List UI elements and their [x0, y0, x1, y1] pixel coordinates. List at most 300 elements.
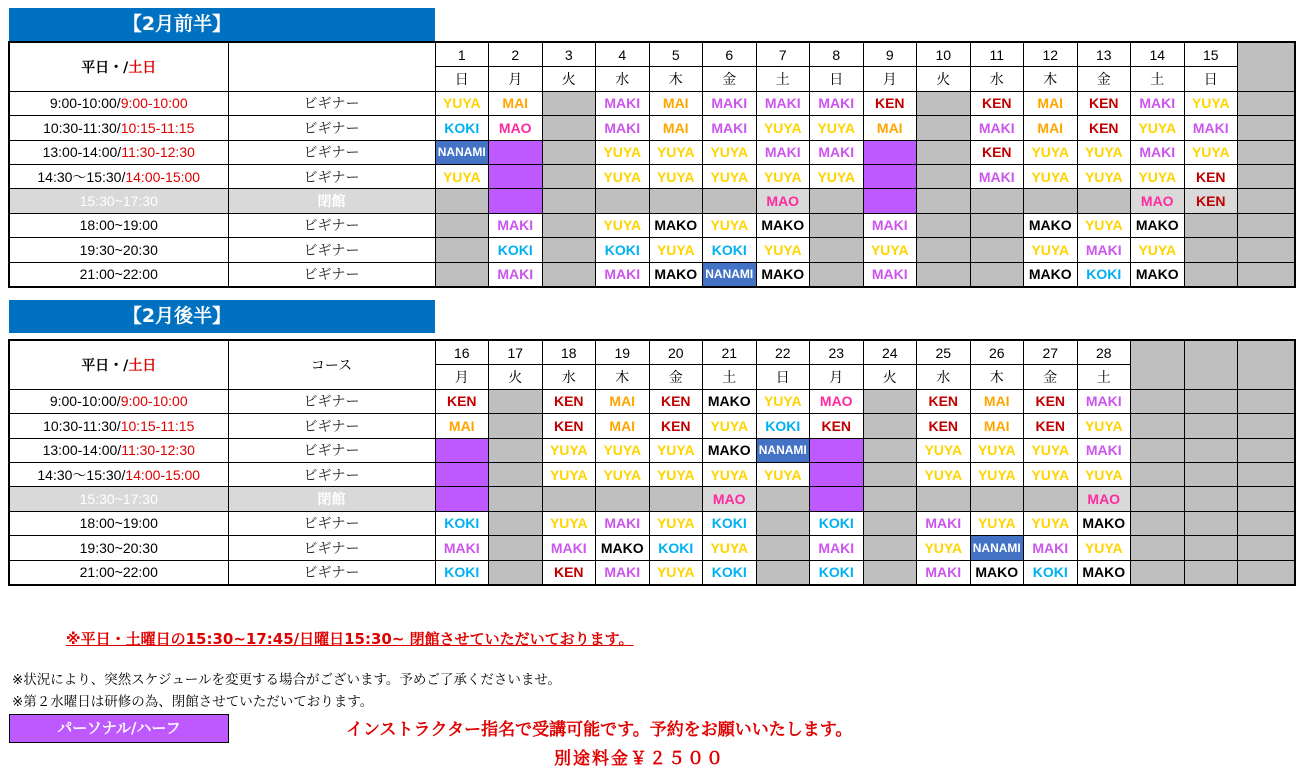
instructor-slot[interactable]: YUYA	[970, 511, 1024, 535]
instructor-slot[interactable]: KOKI	[489, 238, 543, 262]
personal-half-cell[interactable]	[863, 189, 917, 213]
blank-day-cell	[1131, 340, 1185, 389]
weekday-time: 13:00-14:00/	[42, 144, 122, 161]
weekday-name: 火	[863, 365, 917, 389]
instructor-slot[interactable]: KEN	[970, 140, 1024, 164]
instructor-slot[interactable]: MAO	[703, 487, 757, 511]
unavailable-cell	[435, 189, 489, 213]
instructor-slot[interactable]: YUYA	[649, 140, 703, 164]
unavailable-cell	[1184, 262, 1238, 287]
personal-half-cell[interactable]	[489, 164, 543, 188]
instructor-slot[interactable]: YUYA	[1077, 414, 1131, 438]
day-number: 26	[970, 340, 1024, 365]
instructor-slot[interactable]: YUYA	[649, 462, 703, 486]
time-slot-row	[9, 238, 1295, 262]
instructor-slot[interactable]: MAKI	[756, 91, 810, 115]
instructor-slot[interactable]: MAO	[489, 116, 543, 140]
instructor-slot[interactable]: MAKI	[596, 116, 650, 140]
instructor-slot[interactable]: YUYA	[649, 560, 703, 585]
instructor-slot[interactable]: YUYA	[917, 536, 971, 560]
instructor-slot[interactable]: MAO	[1077, 487, 1131, 511]
time-slot-label	[9, 560, 228, 585]
instructor-slot[interactable]: KOKI	[1024, 560, 1078, 585]
instructor-slot[interactable]: YUYA	[1077, 536, 1131, 560]
instructor-slot[interactable]: MAKI	[542, 536, 596, 560]
day-number: 1	[435, 42, 489, 67]
course-name: ビギナー	[228, 438, 435, 462]
instructor-slot[interactable]: YUYA	[542, 438, 596, 462]
instructor-slot[interactable]: KEN	[1024, 389, 1078, 413]
instructor-slot[interactable]: KOKI	[649, 536, 703, 560]
instructor-slot[interactable]: MAKO	[649, 262, 703, 287]
instructor-slot[interactable]: YUYA	[703, 140, 757, 164]
instructor-slot[interactable]: KOKI	[810, 511, 864, 535]
instructor-slot[interactable]: YUYA	[810, 164, 864, 188]
course-name: ビギナー	[228, 414, 435, 438]
unavailable-cell	[863, 462, 917, 486]
instructor-slot[interactable]: KEN	[917, 389, 971, 413]
instructor-slot[interactable]: KEN	[810, 414, 864, 438]
day-number: 20	[649, 340, 703, 365]
instructor-slot[interactable]: MAI	[863, 116, 917, 140]
weekday-time: 13:00-14:00/	[42, 442, 122, 459]
instructor-slot[interactable]: YUYA	[1184, 140, 1238, 164]
instructor-slot[interactable]: KEN	[1184, 189, 1238, 213]
time-slot-row	[9, 140, 1295, 164]
instructor-slot[interactable]: MAKI	[1077, 238, 1131, 262]
course-name: 閉館	[228, 487, 435, 511]
instructor-slot[interactable]: YUYA	[1024, 462, 1078, 486]
instructor-slot[interactable]: MAKO	[1024, 213, 1078, 237]
instructor-slot[interactable]: MAKI	[1131, 140, 1185, 164]
unavailable-cell	[1238, 189, 1295, 213]
time-slot-row	[9, 164, 1295, 188]
day-number: 15	[1184, 42, 1238, 67]
instructor-slot[interactable]: MAKI	[756, 140, 810, 164]
instructor-slot[interactable]: MAKO	[649, 213, 703, 237]
instructor-slot[interactable]: KEN	[649, 414, 703, 438]
instructor-slot[interactable]: YUYA	[970, 438, 1024, 462]
instructor-slot[interactable]: MAKO	[1131, 213, 1185, 237]
instructor-slot[interactable]: KOKI	[1077, 262, 1131, 287]
second-half-schedule-table	[8, 339, 1296, 586]
instructor-slot[interactable]: MAKO	[703, 438, 757, 462]
instructor-slot[interactable]: KOKI	[703, 560, 757, 585]
time-slot-label	[9, 389, 228, 413]
instructor-slot[interactable]: KEN	[1077, 116, 1131, 140]
unavailable-cell	[917, 164, 971, 188]
instructor-slot[interactable]: KOKI	[756, 414, 810, 438]
time-slot-label	[9, 487, 228, 511]
weekday-name: 金	[1024, 365, 1078, 389]
unavailable-cell	[863, 487, 917, 511]
instructor-slot[interactable]: MAKO	[596, 536, 650, 560]
instructor-slot[interactable]: YUYA	[435, 164, 489, 188]
unavailable-cell	[1184, 213, 1238, 237]
instructor-slot[interactable]: MAI	[970, 389, 1024, 413]
day-number: 14	[1131, 42, 1185, 67]
course-name: 閉館	[228, 189, 435, 213]
course-name: ビギナー	[228, 560, 435, 585]
instructor-slot[interactable]: KOKI	[435, 116, 489, 140]
instructor-slot[interactable]: MAKI	[596, 560, 650, 585]
instructor-slot[interactable]: MAKI	[489, 262, 543, 287]
instructor-slot[interactable]: KEN	[917, 414, 971, 438]
instructor-slot[interactable]: MAKI	[970, 164, 1024, 188]
unavailable-cell	[756, 560, 810, 585]
weekday-time: 18:00~19:00	[79, 515, 158, 532]
instructor-slot[interactable]: YUYA	[649, 511, 703, 535]
extra-fee: 別途料金￥２５００	[554, 749, 725, 769]
instructor-slot[interactable]: MAI	[596, 389, 650, 413]
instructor-slot[interactable]: MAKI	[1077, 389, 1131, 413]
unavailable-cell	[596, 189, 650, 213]
unavailable-cell	[917, 189, 971, 213]
unavailable-cell	[917, 262, 971, 287]
instructor-slot[interactable]: MAI	[1024, 91, 1078, 115]
instructor-slot[interactable]: YUYA	[970, 462, 1024, 486]
instructor-slot[interactable]: YUYA	[703, 536, 757, 560]
weekday-name: 木	[649, 67, 703, 91]
weekday-name: 火	[542, 67, 596, 91]
instructor-slot[interactable]: YUYA	[649, 438, 703, 462]
unavailable-cell	[489, 560, 543, 585]
unavailable-cell	[756, 511, 810, 535]
instructor-slot[interactable]: MAKI	[917, 511, 971, 535]
instructor-slot[interactable]: YUYA	[596, 164, 650, 188]
weekday-time: 14:30～15:30/	[37, 466, 126, 483]
instructor-slot[interactable]: MAKO	[1077, 511, 1131, 535]
instructor-slot[interactable]: YUYA	[703, 414, 757, 438]
unavailable-cell	[863, 536, 917, 560]
time-slot-label	[9, 414, 228, 438]
course-name: ビギナー	[228, 213, 435, 237]
personal-half-cell[interactable]	[863, 164, 917, 188]
unavailable-cell	[1238, 511, 1295, 535]
unavailable-cell	[1184, 511, 1238, 535]
instructor-slot[interactable]: YUYA	[756, 389, 810, 413]
day-number: 6	[703, 42, 757, 67]
unavailable-cell	[596, 487, 650, 511]
instructor-slot[interactable]: YUYA	[1024, 164, 1078, 188]
instructor-slot[interactable]: YUYA	[1024, 140, 1078, 164]
weekday-time: 18:00~19:00	[79, 217, 158, 234]
time-slot-label	[9, 116, 228, 140]
unavailable-cell	[1131, 536, 1185, 560]
personal-half-legend: パーソナル/ハーフ	[9, 714, 229, 743]
time-slot-row	[9, 414, 1295, 438]
unavailable-cell	[435, 213, 489, 237]
instructor-slot[interactable]: YUYA	[703, 164, 757, 188]
instructor-slot[interactable]: YUYA	[649, 238, 703, 262]
instructor-slot[interactable]: YUYA	[756, 164, 810, 188]
instructor-slot[interactable]: YUYA	[1184, 91, 1238, 115]
instructor-slot[interactable]: MAKI	[810, 91, 864, 115]
instructor-slot[interactable]: KOKI	[703, 511, 757, 535]
weekday-time: 15:30~17:30	[79, 491, 158, 508]
unavailable-cell	[1238, 414, 1295, 438]
time-slot-row	[9, 213, 1295, 237]
course-name: ビギナー	[228, 238, 435, 262]
unavailable-cell	[1024, 189, 1078, 213]
unavailable-cell	[810, 238, 864, 262]
unavailable-cell	[1077, 189, 1131, 213]
instructor-slot[interactable]: MAI	[489, 91, 543, 115]
instructor-slot[interactable]: NANAMI	[703, 262, 757, 287]
instructor-slot[interactable]: MAKI	[810, 140, 864, 164]
instructor-slot[interactable]: MAO	[810, 389, 864, 413]
personal-half-cell[interactable]	[863, 140, 917, 164]
instructor-slot[interactable]: YUYA	[1024, 438, 1078, 462]
weekday-name: 土	[1077, 365, 1131, 389]
training-closed-note: ※第２水曜日は研修の為、閉館させていただいております。	[12, 694, 374, 710]
instructor-slot[interactable]: MAKO	[1024, 262, 1078, 287]
instructor-slot[interactable]: MAKI	[435, 536, 489, 560]
time-slot-label	[9, 536, 228, 560]
unavailable-cell	[489, 511, 543, 535]
instructor-slot[interactable]: YUYA	[649, 164, 703, 188]
instructor-slot[interactable]: YUYA	[756, 116, 810, 140]
instructor-slot[interactable]: YUYA	[596, 438, 650, 462]
personal-half-cell[interactable]	[810, 462, 864, 486]
instructor-slot[interactable]: YUYA	[1024, 511, 1078, 535]
instructor-slot[interactable]: KEN	[542, 389, 596, 413]
unavailable-cell	[970, 262, 1024, 287]
instructor-slot[interactable]: MAKO	[756, 262, 810, 287]
day-number: 22	[756, 340, 810, 365]
instructor-slot[interactable]: YUYA	[1024, 238, 1078, 262]
instructor-slot[interactable]: YUYA	[596, 140, 650, 164]
unavailable-cell	[970, 189, 1024, 213]
instructor-slot[interactable]: KEN	[542, 414, 596, 438]
weekday-time: 21:00~22:00	[79, 564, 158, 581]
unavailable-cell	[489, 438, 543, 462]
instructor-slot[interactable]: KEN	[970, 91, 1024, 115]
weekday-name: 月	[810, 365, 864, 389]
unavailable-cell	[970, 487, 1024, 511]
instructor-slot[interactable]: MAKI	[810, 536, 864, 560]
instructor-slot[interactable]: YUYA	[756, 238, 810, 262]
personal-half-cell[interactable]	[435, 438, 489, 462]
weekend-time: 14:00-15:00	[125, 168, 201, 185]
weekend-time: 10:15-11:15	[120, 119, 195, 136]
unavailable-cell	[1184, 438, 1238, 462]
instructor-slot[interactable]: MAI	[649, 116, 703, 140]
unavailable-cell	[1131, 560, 1185, 585]
instructor-slot[interactable]: KEN	[1184, 164, 1238, 188]
instructor-slot[interactable]: YUYA	[596, 462, 650, 486]
instructor-slot[interactable]: MAKI	[596, 262, 650, 287]
first-half-title: 【2月前半】	[9, 8, 435, 41]
weekday-time: 15:30~17:30	[79, 193, 158, 210]
weekday-name: 土	[756, 67, 810, 91]
header-row-day-numbers	[9, 340, 1295, 365]
instructor-slot[interactable]: KEN	[649, 389, 703, 413]
personal-half-cell[interactable]	[810, 438, 864, 462]
time-slot-label	[9, 462, 228, 486]
unavailable-cell	[1024, 487, 1078, 511]
instructor-slot[interactable]: MAI	[1024, 116, 1078, 140]
unavailable-cell	[542, 238, 596, 262]
weekday-name: 土	[1131, 67, 1185, 91]
unavailable-cell	[649, 487, 703, 511]
instructor-slot[interactable]: YUYA	[810, 116, 864, 140]
instructor-slot[interactable]: MAKI	[703, 91, 757, 115]
instructor-slot[interactable]: KEN	[1024, 414, 1078, 438]
weekday-name: 月	[863, 67, 917, 91]
unavailable-cell	[1184, 389, 1238, 413]
instructor-slot[interactable]: MAI	[596, 414, 650, 438]
instructor-slot[interactable]: MAKI	[489, 213, 543, 237]
course-name: ビギナー	[228, 536, 435, 560]
personal-half-cell[interactable]	[810, 487, 864, 511]
weekday-name: 水	[917, 365, 971, 389]
instructor-slot[interactable]: YUYA	[1077, 462, 1131, 486]
time-slot-label	[9, 189, 228, 213]
instructor-slot[interactable]: MAKI	[970, 116, 1024, 140]
course-column-header: コース	[228, 340, 435, 389]
day-number: 18	[542, 340, 596, 365]
weekday-name: 木	[970, 365, 1024, 389]
weekday-label: 平日・/	[81, 357, 129, 374]
course-name: ビギナー	[228, 511, 435, 535]
instructor-slot[interactable]: YUYA	[917, 462, 971, 486]
instructor-slot[interactable]: YUYA	[542, 462, 596, 486]
unavailable-cell	[863, 560, 917, 585]
weekday-name: 水	[596, 67, 650, 91]
instructor-slot[interactable]: YUYA	[1077, 213, 1131, 237]
day-number: 10	[917, 42, 971, 67]
unavailable-cell	[810, 213, 864, 237]
day-number: 25	[917, 340, 971, 365]
instructor-slot[interactable]: MAKO	[756, 213, 810, 237]
instructor-slot[interactable]: MAKI	[1024, 536, 1078, 560]
unavailable-cell	[703, 189, 757, 213]
day-number: 24	[863, 340, 917, 365]
personal-half-cell[interactable]	[435, 487, 489, 511]
time-slot-label	[9, 91, 228, 115]
instructor-slot[interactable]: KEN	[1077, 91, 1131, 115]
weekday-time: 19:30~20:30	[79, 539, 158, 556]
instructor-slot[interactable]: YUYA	[703, 462, 757, 486]
instructor-slot[interactable]: YUYA	[756, 462, 810, 486]
weekend-time: 10:15-11:15	[120, 417, 195, 434]
time-slot-label	[9, 511, 228, 535]
blank-day-cell	[1238, 340, 1295, 389]
instructor-slot[interactable]: MAKI	[1184, 116, 1238, 140]
day-number: 2	[489, 42, 543, 67]
day-number: 3	[542, 42, 596, 67]
instructor-slot[interactable]: MAI	[435, 414, 489, 438]
blank-day-cell	[1238, 42, 1295, 91]
weekday-name: 火	[917, 67, 971, 91]
unavailable-cell	[917, 238, 971, 262]
unavailable-cell	[1131, 462, 1185, 486]
weekday-name: 木	[596, 365, 650, 389]
instructor-slot[interactable]: MAKI	[596, 91, 650, 115]
time-slot-label	[9, 140, 228, 164]
instructor-slot[interactable]: YUYA	[1077, 140, 1131, 164]
instructor-slot[interactable]: MAKI	[1077, 438, 1131, 462]
instructor-slot[interactable]: MAKI	[703, 116, 757, 140]
unavailable-cell	[1184, 560, 1238, 585]
time-slot-label	[9, 262, 228, 287]
time-slot-row	[9, 487, 1295, 511]
unavailable-cell	[542, 116, 596, 140]
instructor-slot[interactable]: YUYA	[435, 91, 489, 115]
instructor-slot[interactable]: MAO	[756, 189, 810, 213]
instructor-slot[interactable]: MAKO	[703, 389, 757, 413]
instructor-slot[interactable]: YUYA	[1131, 164, 1185, 188]
unavailable-cell	[542, 140, 596, 164]
instructor-slot[interactable]: YUYA	[1131, 116, 1185, 140]
instructor-slot[interactable]: NANAMI	[756, 438, 810, 462]
instructor-slot[interactable]: MAKI	[863, 262, 917, 287]
unavailable-cell	[970, 238, 1024, 262]
instructor-slot[interactable]: YUYA	[703, 213, 757, 237]
weekday-time: 10:30-11:30/	[43, 119, 121, 136]
course-name: ビギナー	[228, 164, 435, 188]
day-number: 9	[863, 42, 917, 67]
instructor-slot[interactable]: MAKO	[1131, 262, 1185, 287]
instructor-slot[interactable]: KEN	[542, 560, 596, 585]
instructor-slot[interactable]: KOKI	[703, 238, 757, 262]
personal-half-cell[interactable]	[489, 189, 543, 213]
first-half-schedule-table	[8, 41, 1296, 288]
unavailable-cell	[917, 140, 971, 164]
instructor-slot[interactable]: MAKI	[596, 511, 650, 535]
instructor-slot[interactable]: MAKI	[1131, 91, 1185, 115]
weekday-name: 日	[1184, 67, 1238, 91]
instructor-slot[interactable]: MAKI	[917, 560, 971, 585]
personal-half-cell[interactable]	[435, 462, 489, 486]
unavailable-cell	[917, 116, 971, 140]
personal-half-cell[interactable]	[489, 140, 543, 164]
instructor-slot[interactable]: YUYA	[542, 511, 596, 535]
instructor-slot[interactable]: YUYA	[1077, 164, 1131, 188]
instructor-slot[interactable]: KEN	[863, 91, 917, 115]
instructor-slot[interactable]: NANAMI	[435, 140, 489, 164]
instructor-slot[interactable]: KEN	[435, 389, 489, 413]
instructor-slot[interactable]: KOKI	[435, 511, 489, 535]
instructor-slot[interactable]: MAKO	[970, 560, 1024, 585]
instructor-slot[interactable]: NANAMI	[970, 536, 1024, 560]
unavailable-cell	[435, 238, 489, 262]
time-slot-label	[9, 438, 228, 462]
instructor-slot[interactable]: MAI	[970, 414, 1024, 438]
instructor-slot[interactable]: MAO	[1131, 189, 1185, 213]
instructor-slot[interactable]: MAKO	[1077, 560, 1131, 585]
instructor-slot[interactable]: KOKI	[810, 560, 864, 585]
instructor-slot[interactable]: YUYA	[863, 238, 917, 262]
instructor-slot[interactable]: KOKI	[435, 560, 489, 585]
instructor-slot[interactable]: MAKI	[863, 213, 917, 237]
instructor-slot[interactable]: YUYA	[917, 438, 971, 462]
instructor-slot[interactable]: YUYA	[596, 213, 650, 237]
instructor-slot[interactable]: YUYA	[1131, 238, 1185, 262]
weekday-time: 14:30～15:30/	[37, 168, 126, 185]
instructor-slot[interactable]: MAI	[649, 91, 703, 115]
instructor-slot[interactable]: KOKI	[596, 238, 650, 262]
unavailable-cell	[1238, 560, 1295, 585]
weekday-time: 10:30-11:30/	[43, 417, 121, 434]
weekday-name: 火	[489, 365, 543, 389]
unavailable-cell	[1238, 462, 1295, 486]
time-slot-label	[9, 238, 228, 262]
weekend-time: 9:00-10:00	[120, 393, 188, 410]
unavailable-cell	[542, 189, 596, 213]
time-slot-label	[9, 164, 228, 188]
